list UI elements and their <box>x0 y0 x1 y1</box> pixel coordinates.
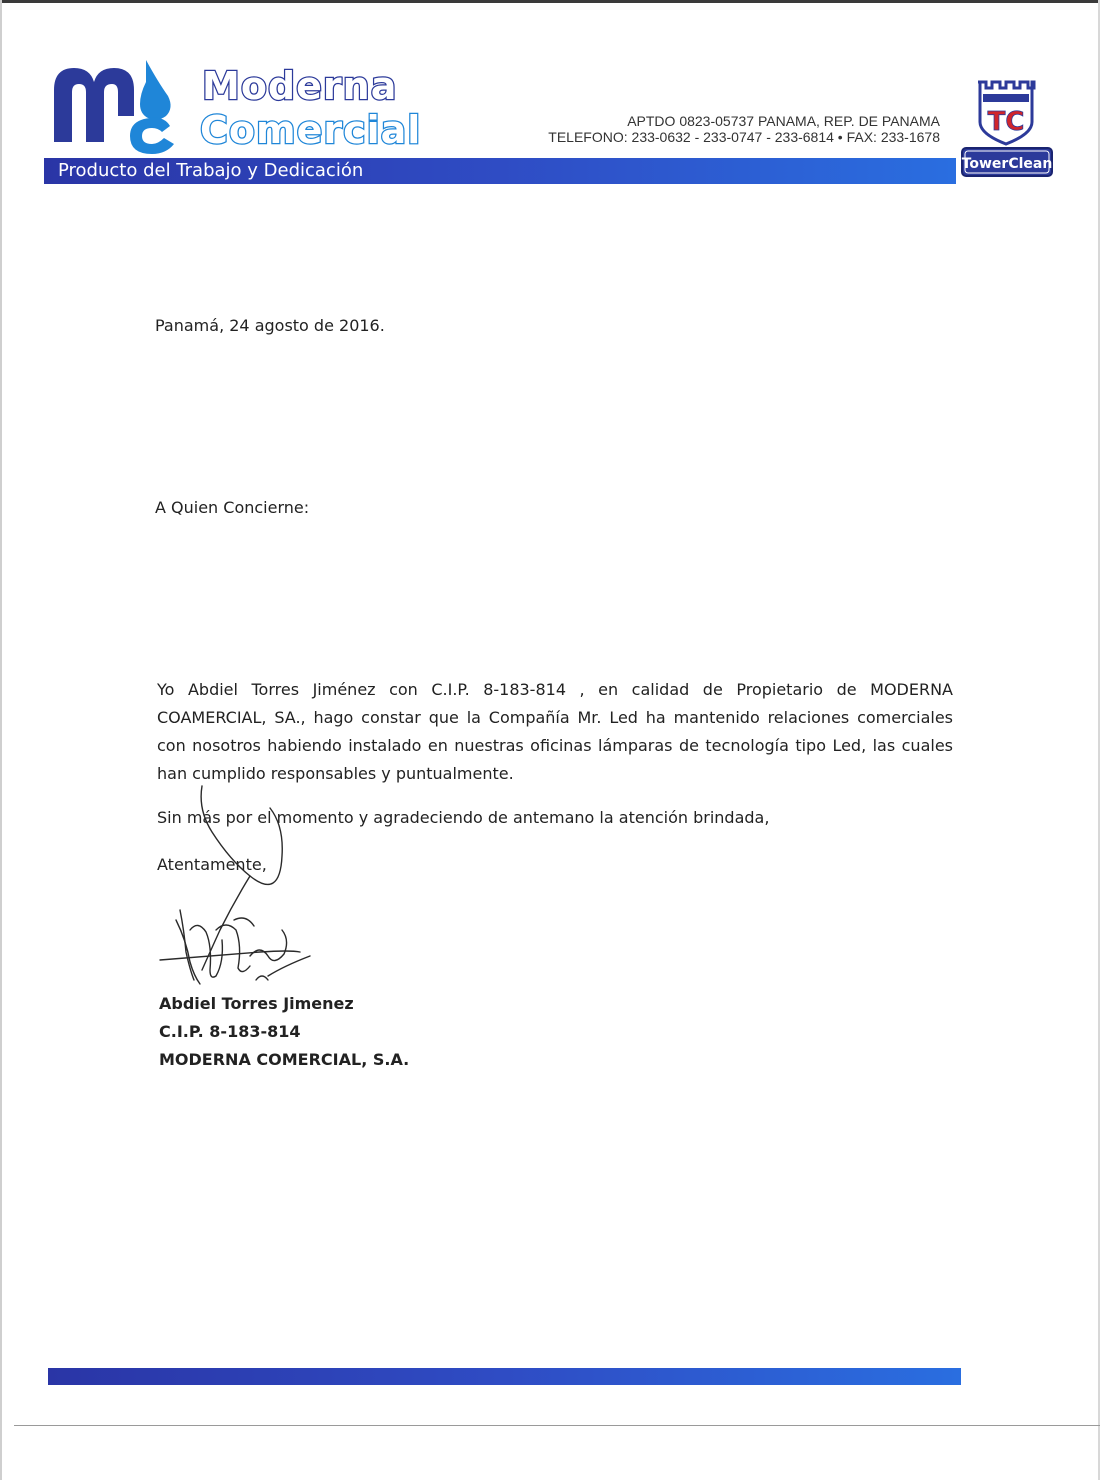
footer-bar <box>48 1368 961 1385</box>
tagline-bar <box>44 158 956 184</box>
letter-body: Yo Abdiel Torres Jiménez con C.I.P. 8-183-814 , en calidad de Propietario de MODERNA COAMERCIAL, SA., hago constar que la Compañía Mr. Led ha mantenido relaciones comerciales con nosotros habiendo instalado en nuestras oficinas lámparas de tecnología tipo Led, las cuales han cumplido responsables y puntualmente. <box>157 680 953 783</box>
brand-wordmark <box>202 64 432 152</box>
tagline: Producto del Trabajo y Dedicación <box>58 160 364 181</box>
signatory-id: C.I.P. 8-183-814 <box>159 1022 301 1041</box>
towerclean-label: TowerClean <box>961 156 1053 172</box>
sheet-bottom-line <box>14 1425 1100 1426</box>
address-line: APTDO 0823-05737 PANAMA, REP. DE PANAMA <box>627 113 940 129</box>
signature-block <box>159 990 409 1074</box>
handwritten-signature <box>150 780 350 1000</box>
sheet-top-edge <box>0 0 1100 3</box>
signatory-company: MODERNA COMERCIAL, S.A. <box>159 1050 410 1069</box>
tower-clean-logo-icon <box>956 78 1060 182</box>
salutation: A Quien Concierne: <box>155 498 310 517</box>
valediction: Atentamente, <box>157 855 267 874</box>
tc-letters: TC <box>987 107 1025 137</box>
contact-info <box>548 113 940 145</box>
moderna-comercial-logo-icon <box>46 56 182 158</box>
sheet-left-edge <box>0 0 2 1480</box>
letter-date: Panamá, 24 agosto de 2016. <box>155 316 385 335</box>
closing-line: Sin más por el momento y agradeciendo de antemano la atención brindada, <box>157 808 770 827</box>
brand-line-moderna: Moderna <box>202 64 398 108</box>
phone-line: TELEFONO: 233-0632 - 233-0747 - 233-6814 • FAX: 233-1678 <box>548 129 940 145</box>
brand-line-comercial: Comercial <box>200 108 422 152</box>
signatory-name: Abdiel Torres Jimenez <box>159 994 354 1013</box>
